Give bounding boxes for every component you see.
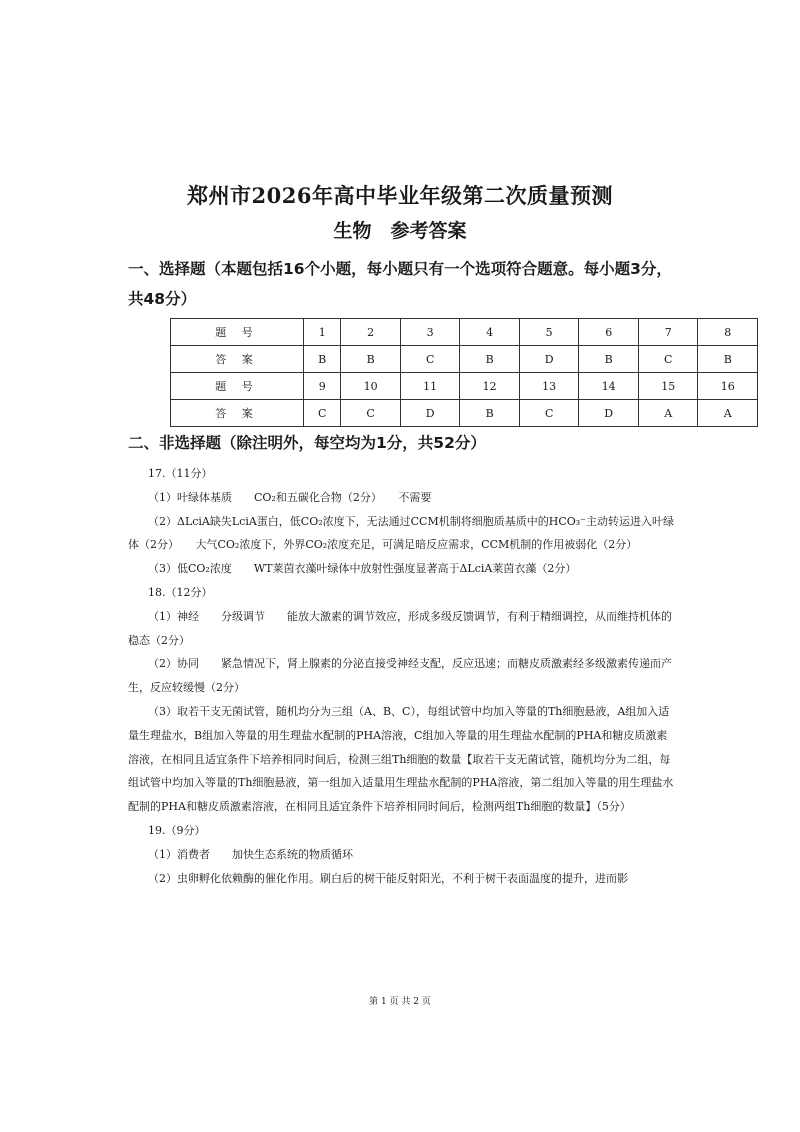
table-cell: A — [698, 400, 758, 427]
table-cell: 11 — [400, 373, 460, 400]
answer-paragraph: （2）ΔLciA缺失LciA蛋白，低CO₂浓度下，无法通过CCM机制将细胞质基质中的HCO₃⁻主动转运进入叶绿体（2分） 大气CO₂浓度下，外界CO₂浓度充足，可满足暗反应需求，CCM机制的作用被弱化（2分） — [128, 514, 674, 552]
table-cell: 14 — [579, 373, 639, 400]
row-label: 答 案 — [171, 346, 304, 373]
section-1-heading: 一、选择题（本题包括16个小题，每小题只有一个选项符合题意。每小题3分，共48分） — [128, 260, 672, 308]
table-cell: C — [519, 400, 579, 427]
answer-paragraph: （3）低CO₂浓度 WT莱茵衣藻叶绿体中放射性强度显著高于ΔLciA莱茵衣藻（2分） — [148, 562, 577, 576]
table-row — [171, 400, 758, 427]
table-cell: 7 — [638, 319, 698, 346]
answer-body — [128, 462, 676, 890]
table-cell: 6 — [579, 319, 639, 346]
table-cell: 4 — [460, 319, 520, 346]
table-cell: B — [460, 400, 520, 427]
table-cell: B — [698, 346, 758, 373]
answer-paragraph: （3）取若干支无菌试管，随机均分为三组（A、B、C），每组试管中均加入等量的Th细胞悬液，A组加入适量生理盐水，B组加入等量的用生理盐水配制的PHA溶液，C组加入等量的用生理盐水配制的PHA和糖皮质激素溶液，在相同且适宜条件下培养相同时间后，检测三组Th细胞的数量【取若干支无菌试管，随机均分为二组，每组试管中均加入等量的Th细胞悬液，第一组加入适量用生理盐水配制的PHA溶液，第二组加入等量的用生理盐水配制的PHA和糖皮质激素溶液，在相同且适宜条件下培养相同时间后，检测两组Th细胞的数量】（5分） — [128, 704, 674, 814]
page-number: 第 1 页 共 2 页 — [369, 997, 431, 1007]
table-cell: 12 — [460, 373, 520, 400]
table-cell: D — [519, 346, 579, 373]
question-heading: 18.（12分） — [148, 585, 213, 599]
table-cell: C — [304, 400, 341, 427]
row-label: 题 号 — [171, 319, 304, 346]
table-cell: 13 — [519, 373, 579, 400]
answer-paragraph: （1）消费者 加快生态系统的物质循环 — [148, 847, 353, 861]
table-cell: 2 — [341, 319, 401, 346]
table-cell: C — [638, 346, 698, 373]
table-cell: B — [341, 346, 401, 373]
table-cell: A — [638, 400, 698, 427]
table-cell: B — [579, 346, 639, 373]
table-cell: B — [304, 346, 341, 373]
answer-paragraph: （1）叶绿体基质 CO₂和五碳化合物（2分） 不需要 — [148, 490, 432, 504]
table-cell: 15 — [638, 373, 698, 400]
table-cell: 9 — [304, 373, 341, 400]
table-cell: D — [579, 400, 639, 427]
table-row — [171, 319, 758, 346]
table-cell: 16 — [698, 373, 758, 400]
answer-paragraph: （1）神经 分级调节 能放大激素的调节效应，形成多级反馈调节，有利于精细调控，从而维持机体的稳态（2分） — [128, 609, 672, 647]
page-subtitle: 生物 参考答案 — [333, 220, 467, 242]
table-cell: 10 — [341, 373, 401, 400]
question-heading: 17.（11分） — [148, 467, 213, 480]
table-cell: B — [460, 346, 520, 373]
page-title: 郑州市2026年高中毕业年级第二次质量预测 — [187, 183, 613, 208]
table-cell: 3 — [400, 319, 460, 346]
row-label: 题 号 — [171, 373, 304, 400]
table-cell: C — [400, 346, 460, 373]
question-heading: 19.（9分） — [148, 823, 206, 837]
table-cell: 8 — [698, 319, 758, 346]
table-cell: 5 — [519, 319, 579, 346]
answer-paragraph: （2）协同 紧急情况下，肾上腺素的分泌直接受神经支配，反应迅速；而糖皮质激素经多级激素传递而产生，反应较缓慢（2分） — [128, 657, 672, 695]
table-cell: D — [400, 400, 460, 427]
answer-paragraph: （2）虫卵孵化依赖酶的催化作用。刷白后的树干能反射阳光，不利于树干表面温度的提升，进而影 — [148, 871, 628, 885]
table-cell: 1 — [304, 319, 341, 346]
table-row — [171, 373, 758, 400]
row-label: 答 案 — [171, 400, 304, 427]
table-cell: C — [341, 400, 401, 427]
table-row — [171, 346, 758, 373]
section-2-heading: 二、非选择题（除注明外，每空均为1分，共52分） — [128, 434, 486, 452]
answer-table — [170, 318, 758, 427]
